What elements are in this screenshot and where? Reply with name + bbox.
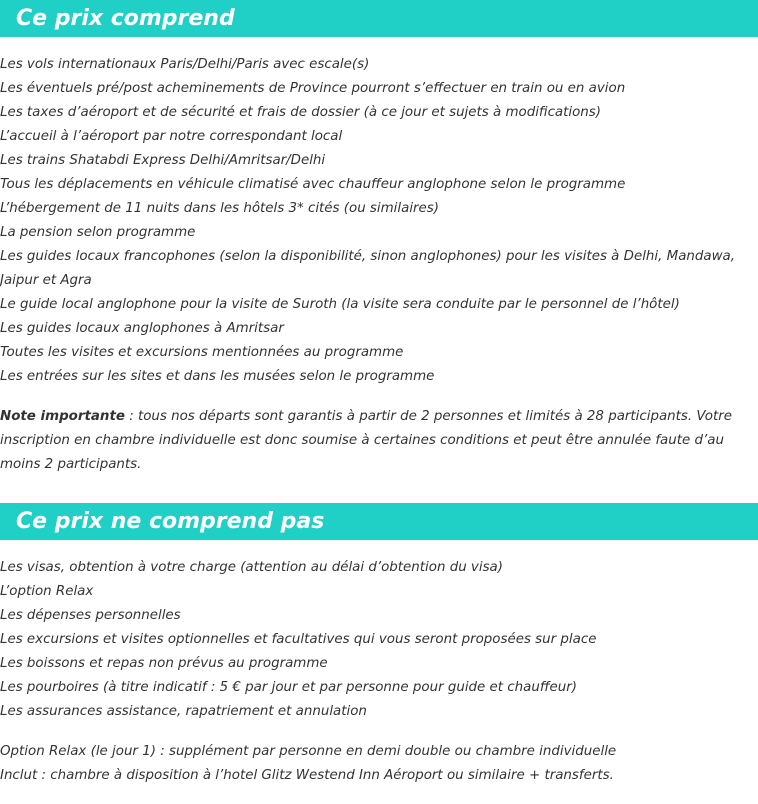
list-item: La pension selon programme bbox=[0, 225, 196, 240]
list-item: Les dépenses personnelles bbox=[0, 608, 181, 623]
relax-option-line: Option Relax (le jour 1) : supplément par personne en demi double ou chambre individuelle bbox=[0, 744, 617, 759]
excluded-list bbox=[0, 556, 758, 724]
list-item: Les trains Shatabdi Express Delhi/Amritsar/Delhi bbox=[0, 153, 326, 168]
important-note bbox=[0, 405, 746, 477]
relax-includes-line: Inclut : chambre à disposition à l’hotel Glitz Westend Inn Aéroport ou similaire + transferts. bbox=[0, 768, 614, 783]
included-list bbox=[0, 53, 758, 389]
list-item: Les entrées sur les sites et dans les musées selon le programme bbox=[0, 369, 435, 384]
list-item: Les boissons et repas non prévus au programme bbox=[0, 656, 328, 671]
included-title: Ce prix comprend bbox=[16, 6, 235, 31]
excluded-title: Ce prix ne comprend pas bbox=[16, 509, 325, 534]
list-item: Les vols internationaux Paris/Delhi/Paris avec escale(s) bbox=[0, 57, 370, 72]
list-item: Les excursions et visites optionnelles et facultatives qui vous seront proposées sur place bbox=[0, 632, 597, 647]
list-item: Les taxes d’aéroport et de sécurité et frais de dossier (à ce jour et sujets à modifications) bbox=[0, 105, 601, 120]
list-item: Toutes les visites et excursions mentionnées au programme bbox=[0, 345, 404, 360]
included-section-header bbox=[0, 0, 758, 37]
note-label: Note importante bbox=[0, 409, 125, 424]
relax-option-block bbox=[0, 740, 746, 788]
list-item: Les guides locaux francophones (selon la disponibilité, sinon anglophones) pour les visites à Delhi, Mandawa, Jaipur et Agra bbox=[0, 249, 736, 288]
list-item: Les pourboires (à titre indicatif : 5 € par jour et par personne pour guide et chauffeur) bbox=[0, 680, 577, 695]
note-text: : tous nos départs sont garantis à partir de 2 personnes et limités à 28 participants. Votre inscription en chambre individuelle est donc soumise à certaines conditions et peut être annulée faute d’au moins 2 participants. bbox=[0, 409, 732, 472]
list-item: L’accueil à l’aéroport par notre correspondant local bbox=[0, 129, 343, 144]
list-item: Le guide local anglophone pour la visite de Suroth (la visite sera conduite par le personnel de l’hôtel) bbox=[0, 297, 680, 312]
list-item: Les assurances assistance, rapatriement et annulation bbox=[0, 704, 367, 719]
list-item: L’hébergement de 11 nuits dans les hôtels 3* cités (ou similaires) bbox=[0, 201, 439, 216]
list-item: Les guides locaux anglophones à Amritsar bbox=[0, 321, 284, 336]
list-item: Les visas, obtention à votre charge (attention au délai d’obtention du visa) bbox=[0, 560, 503, 575]
list-item: Les éventuels pré/post acheminements de Province pourront s’effectuer en train ou en avion bbox=[0, 81, 626, 96]
excluded-section-header bbox=[0, 503, 758, 540]
list-item: Tous les déplacements en véhicule climatisé avec chauffeur anglophone selon le programme bbox=[0, 177, 626, 192]
list-item: L’option Relax bbox=[0, 584, 94, 599]
